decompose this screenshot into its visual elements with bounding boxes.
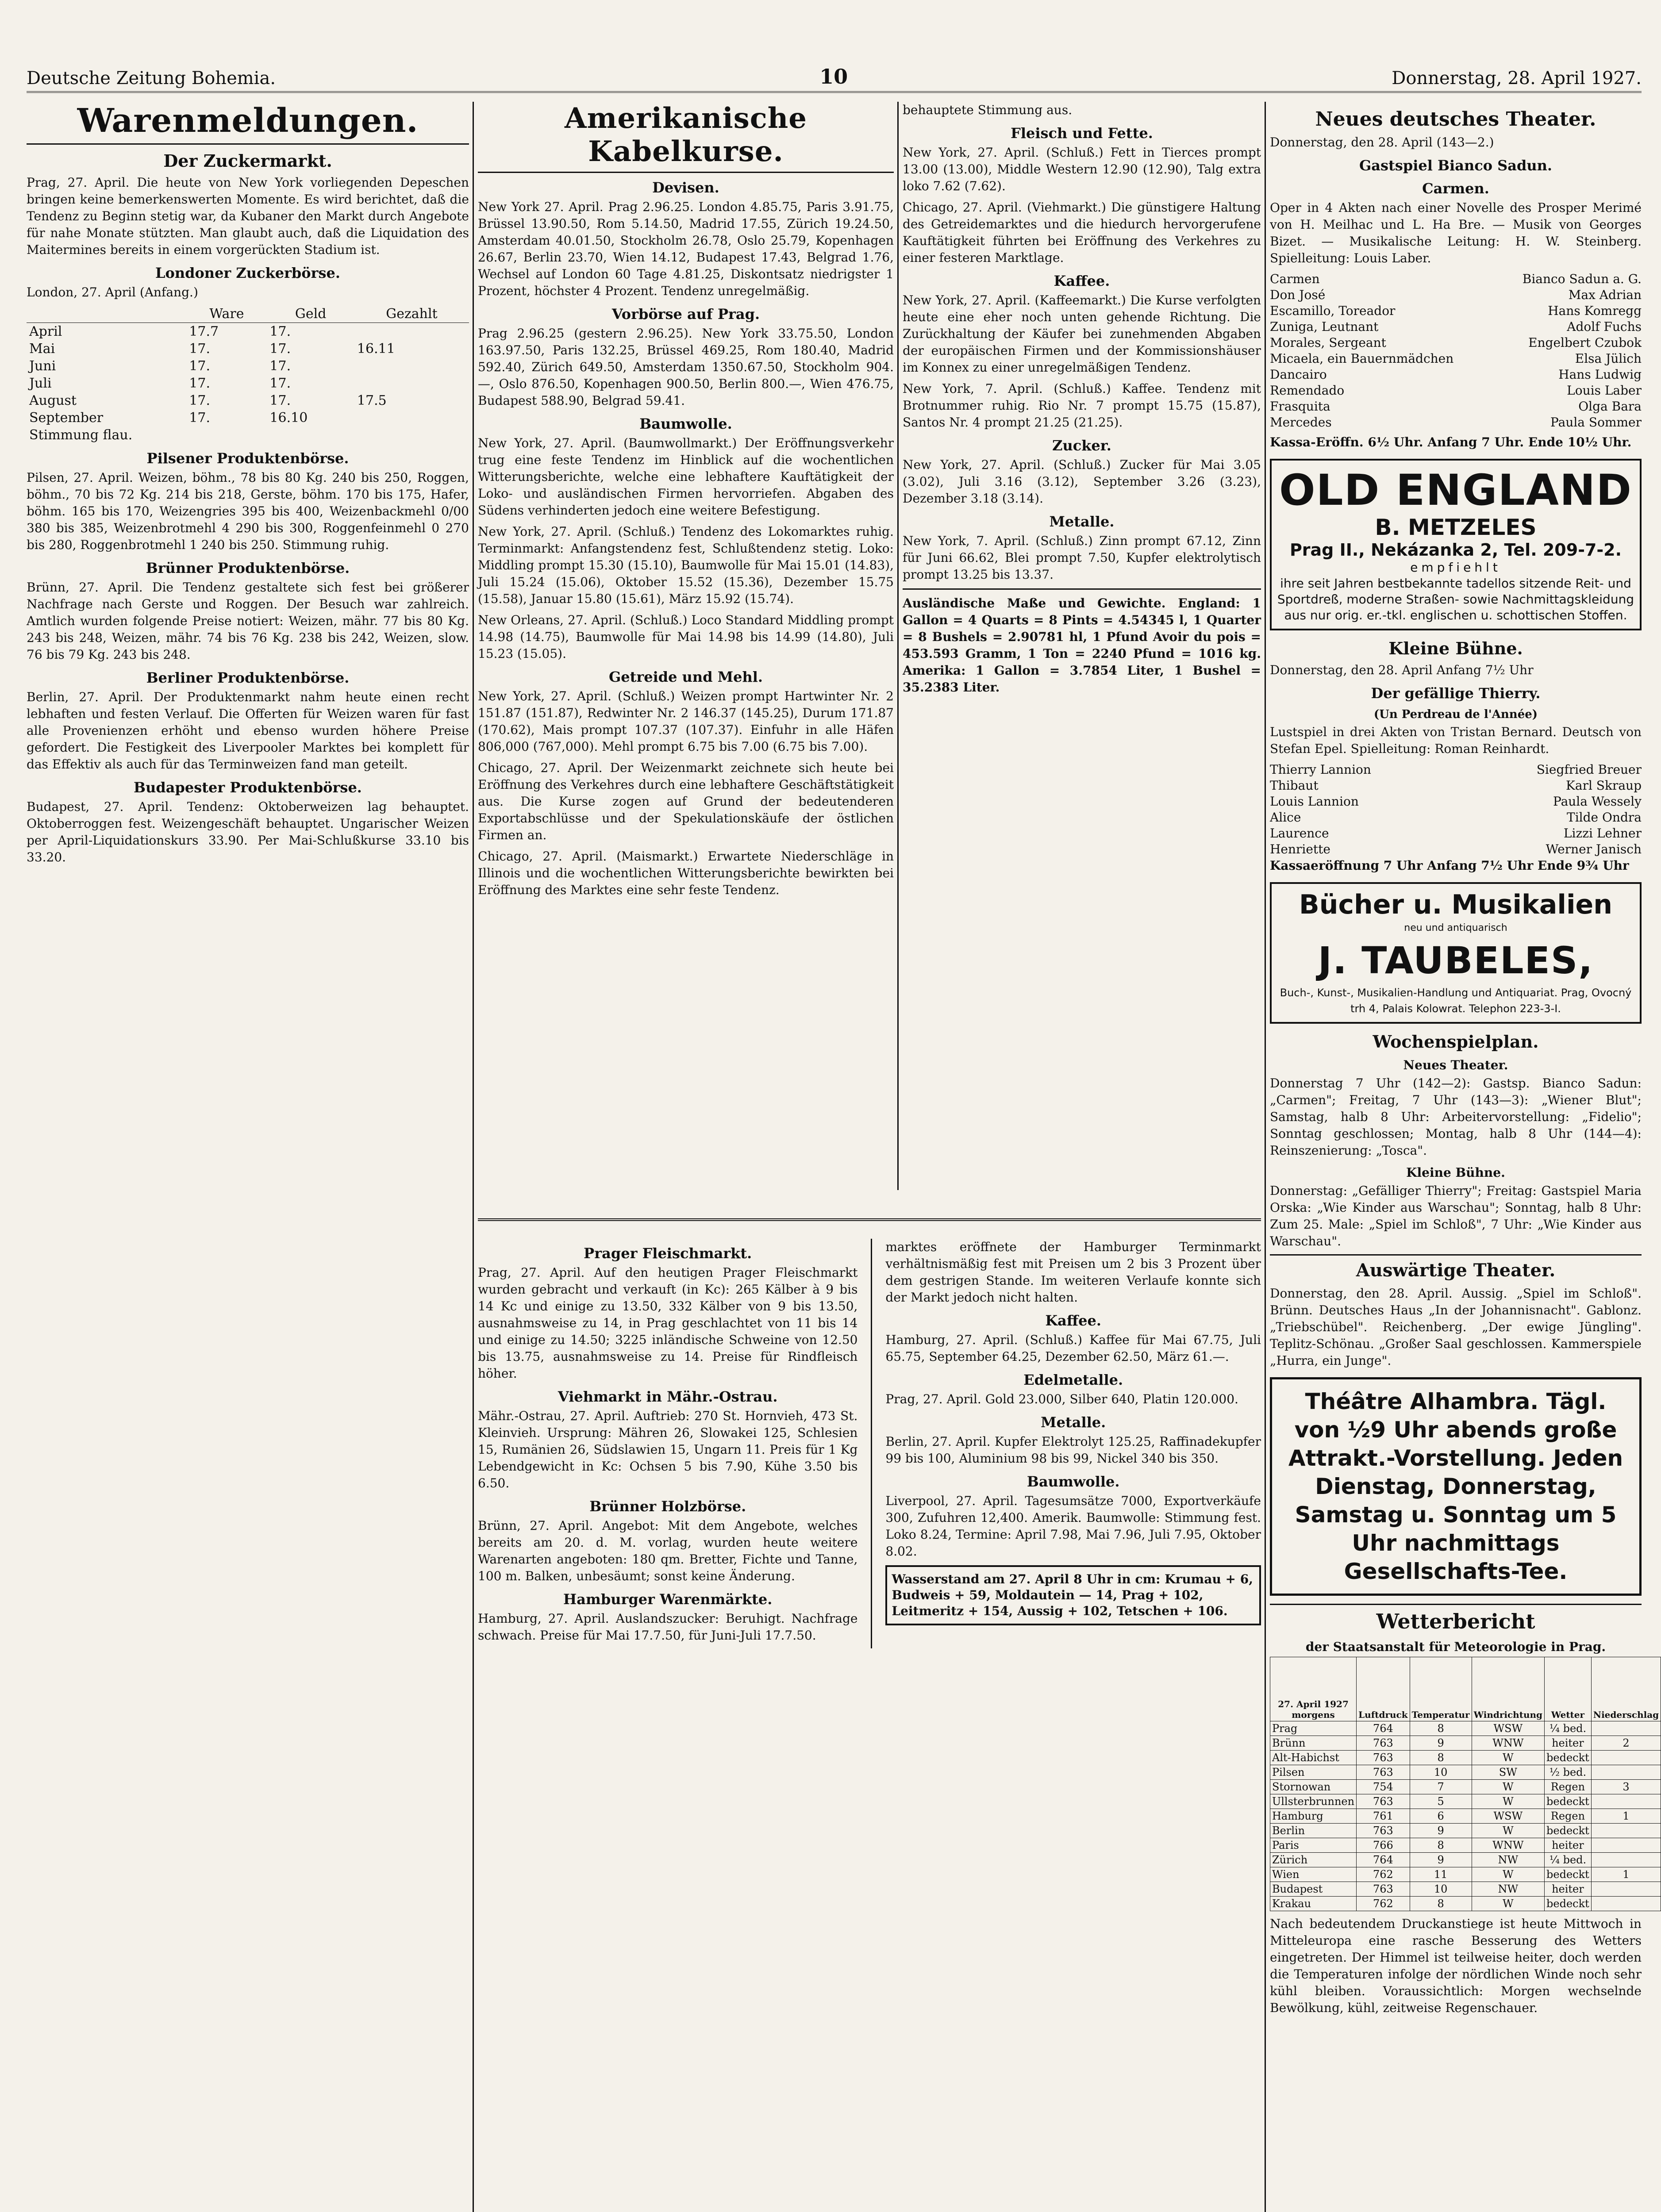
role: Thierry Lannion bbox=[1270, 762, 1371, 777]
table-cell: Juli bbox=[29, 376, 52, 391]
table-cell: 763 bbox=[1357, 1794, 1410, 1809]
article-text: Mähr.-Ostrau, 27. April. Auftrieb: 270 St. Hornvieh, 473 St. Kleinvieh. Ursprung: Mähren 26, Slowakei 125, Schlesien 15, Rumänien 26, Südslawien 15, Ungarn 11. Preis für 1 Kg Lebendgewicht in Kc: Ochsen 5 bis 7.90, Kühe 3.50 bis 6.50. bbox=[478, 1409, 858, 1490]
actor: Lizzi Lehner bbox=[1563, 826, 1642, 841]
table-cell bbox=[354, 357, 469, 375]
table-cell: 9 bbox=[1410, 1736, 1472, 1751]
article-text: Prag 2.96.25 (gestern 2.96.25). New York 33.75.50, London 163.97.50, Paris 132.25, Brüssel 469.25, Rom 180.40, Madrid 592.40, Zürich 649.50, Amsterdam 1350.67.50, Stockholm 904.—, Oslo 876.50, Kopenhagen 900.50, Berlin 800.—, Wien 476.75, Budapest 588.90, Belgrad 59.41. bbox=[478, 326, 894, 408]
table-cell: 1 bbox=[1591, 1809, 1661, 1824]
table-cell: W bbox=[1472, 1794, 1544, 1809]
table-cell: bedeckt bbox=[1545, 1794, 1592, 1809]
ad-text: ihre seit Jahren bestbekannte tadellos sitzende Reit- und Sportdreß, moderne Straßen- sowie Nachmittagskleidung aus nur orig. er.-tkl. englischen u. schottischen Stoffen. bbox=[1277, 576, 1634, 622]
table-cell: Paris bbox=[1270, 1838, 1357, 1853]
external-theater-title: Auswärtige Theater. bbox=[1270, 1254, 1642, 1281]
article-text: Berlin, 27. April. Kupfer Elektrolyt 125.25, Raffinadekupfer 99 bis 100, Aluminium 98 bis 99, Nickel 340 bis 350. bbox=[885, 1434, 1261, 1466]
table-cell bbox=[1591, 1751, 1661, 1765]
table-cell: 763 bbox=[1357, 1751, 1410, 1765]
cast-row bbox=[1270, 762, 1642, 778]
table-cell: 763 bbox=[1357, 1736, 1410, 1751]
subsection-title: Kaffee. bbox=[1045, 1312, 1102, 1329]
table-cell: Ullsterbrunnen bbox=[1270, 1794, 1357, 1809]
column-rule bbox=[897, 102, 899, 1190]
table-cell: Juni bbox=[29, 358, 56, 374]
table-cell: 16.11 bbox=[357, 341, 395, 357]
kb-play: Der gefällige Thierry. bbox=[1371, 685, 1541, 702]
table-cell: heiter bbox=[1545, 1882, 1592, 1897]
article-text: Donnerstag, den 28. April. Aussig. „Spiel im Schloß". Brünn. Deutsches Haus „In der Johannisnacht". Gablonz. „Triebschübel". Reichenberg. „Der ewige Jüngling". Teplitz-Schönau. „Großer Saal geschlossen. Kammerspiele „Hurra, ein Junge". bbox=[1270, 1286, 1642, 1368]
article-text: Prag, 27. April. Die heute von New York vorliegenden Depeschen bringen keine bemerkenswerten Momente. Es wird berichtet, daß die Tendenz zu Beginn stetig war, da Kubaner den Markt durch Angebote für nahe Monate stützten. Man glaubt auch, daß die Liquidation des Maitermines bereits in einem vorgerückten Stadium ist. bbox=[27, 175, 469, 257]
article-text: New York, 27. April. (Schluß.) Tendenz des Lokomarktes ruhig. Terminmarkt: Anfangstendenz fest, Schlußtendenz stetig. Loko: Middling prompt 15.30 (15.10), Baumwolle für Mai 15.01 (14.83), Juli 15.24 (15.06), Oktober 15.52 (15.36), Dezember 15.75 (15.58), Januar 15.80 (15.61), März 15.92 (15.74). bbox=[478, 524, 894, 606]
table-cell: 11 bbox=[1410, 1867, 1472, 1882]
ad-name: B. METZELES bbox=[1375, 515, 1537, 540]
kb-date: Donnerstag, den 28. April Anfang 7½ Uhr bbox=[1270, 663, 1534, 677]
table-cell: 17. bbox=[189, 376, 211, 391]
role: Carmen bbox=[1270, 272, 1320, 286]
table-cell: Budapest bbox=[1270, 1882, 1357, 1897]
table-cell bbox=[1591, 1838, 1661, 1853]
article-text: Chicago, 27. April. (Maismarkt.) Erwartete Niederschläge in Illinois und die wochentlichen Witterungsberichte bewirkten bei Eröffnung des Marktes eine sehr feste Tendenz. bbox=[478, 849, 894, 897]
table-row bbox=[27, 392, 469, 409]
table-row bbox=[27, 340, 469, 357]
subsection-title: Hamburger Warenmärkte. bbox=[563, 1591, 773, 1608]
article-text: Donnerstag: „Gefälliger Thierry"; Freitag: Gastspiel Maria Orska: „Wie Kinder aus Warschau"; Sonntag, halb 8 Uhr: Zum 25. Male: „Spiel im Schloß", 7 Uhr: „Wie Kinder aus Warschau". bbox=[1270, 1183, 1642, 1248]
table-cell: 763 bbox=[1357, 1765, 1410, 1780]
table-cell: August bbox=[29, 393, 77, 408]
role: Don José bbox=[1270, 288, 1326, 302]
section-title: Amerikanische Kabelkurse. bbox=[478, 102, 894, 173]
ad-name: J. TAUBELES, bbox=[1318, 939, 1594, 982]
actor: Paula Wessely bbox=[1553, 794, 1642, 809]
article-text: Prag, 27. April. Auf den heutigen Prager Fleischmarkt wurden gebracht und verkauft (in Kc): 265 Kälber à 9 bis 14 Kc und einige zu 13.50, 332 Kälber von 9 bis 13.50, ausnahmsweise zu 14, in Prag geschlachtet von 11 bis 14 und einige zu 14.50; 3225 inländische Schweine von 12.50 bis 13.75, ausnahmsweise zu 14. Preise für Rindfleisch höher. bbox=[478, 1265, 858, 1381]
role: Henriette bbox=[1270, 842, 1331, 856]
page-header bbox=[27, 62, 1642, 93]
table-row bbox=[27, 409, 469, 426]
table-cell: 10 bbox=[1410, 1882, 1472, 1897]
table-cell: 762 bbox=[1357, 1867, 1410, 1882]
article-text: New Orleans, 27. April. (Schluß.) Loco Standard Middling prompt 14.98 (14.75), Baumwolle für Mai 14.98 bis 14.99 (14.80), Juli 15.23 (15.05). bbox=[478, 613, 894, 661]
table-header: Ware bbox=[186, 305, 267, 323]
table-cell: 8 bbox=[1410, 1897, 1472, 1911]
table-cell: 764 bbox=[1357, 1853, 1410, 1867]
table-row bbox=[1270, 1736, 1661, 1751]
table-cell: 8 bbox=[1410, 1838, 1472, 1853]
actor: Elsa Jülich bbox=[1575, 351, 1642, 366]
actor: Engelbert Czubok bbox=[1528, 335, 1642, 350]
weekly-schedule-title: Wochenspielplan. bbox=[1373, 1032, 1539, 1052]
table-row bbox=[1270, 1780, 1661, 1794]
table-cell bbox=[1591, 1765, 1661, 1780]
table-header: Luftdruck bbox=[1357, 1657, 1410, 1721]
theater-play: Carmen. bbox=[1422, 180, 1489, 197]
actor: Paula Sommer bbox=[1550, 415, 1642, 430]
weather-subtitle: der Staatsanstalt für Meteorologie in Prag. bbox=[1305, 1640, 1606, 1654]
table-cell: 763 bbox=[1357, 1824, 1410, 1838]
ad-alhambra: Théâtre Alhambra. Tägl. von ½9 Uhr abends große Attrakt.-Vorstellung. Jeden Dienstag, Donnerstag, Samstag u. Sonntag um 5 Uhr nachmittags Gesellschafts-Tee. bbox=[1270, 1377, 1642, 1596]
table-cell: W bbox=[1472, 1824, 1544, 1838]
article-text: London, 27. April (Anfang.) bbox=[27, 285, 198, 300]
article-text: New York, 27. April. (Baumwollmarkt.) Der Eröffnungsverkehr trug eine feste Tendenz im Hinblick auf die wochentlichen Witterungsberichte, welche eine lebhaftere Kauftätigkeit der Loko- und ausländischen Firmen hervorriefen. Abgaben des Südens verhinderten jedoch eine weitere Befestigung. bbox=[478, 436, 894, 518]
table-header: Wetter bbox=[1545, 1657, 1592, 1721]
cast-row bbox=[1270, 826, 1642, 841]
article-text: Chicago, 27. April. Der Weizenmarkt zeichnete sich heute bei Eröffnung des Verkehres durch eine lebhaftere Geschäftstätigkeit aus. Die Kurse zogen auf Grund der bedeutenderen Exportabschlüsse und der Spekulationskäufe der östlichen Firmen an. bbox=[478, 760, 894, 842]
article-text: New York, 27. April. (Schluß.) Zucker für Mai 3.05 (3.02), Juli 3.16 (3.12), September 3.26 (3.23), Dezember 3.18 (3.14). bbox=[903, 457, 1261, 506]
ad-title: Bücher u. Musikalien bbox=[1299, 889, 1612, 920]
actor: Adolf Fuchs bbox=[1567, 319, 1642, 334]
article-text: New York 27. April. Prag 2.96.25. London 4.85.75, Paris 3.91.75, Brüssel 13.90.50, Rom 5.14.50, Madrid 17.55, Zürich 19.24.50, Amsterdam 40.01.50, Stockholm 26.78, Oslo 25.79, Kopenhagen 26.67, Berlin 23.70, Wien 14.12, Budapest 17.43, Belgrad 1.76, Wechsel auf London 60 Tage 4.81.25, Diskontsatz niedrigster 1 Prozent, höchster 4 Prozent. Tendenz unregelmäßig. bbox=[478, 200, 894, 298]
cast-row bbox=[1270, 303, 1642, 319]
table-cell: Prag bbox=[1270, 1721, 1357, 1736]
column-rule bbox=[473, 102, 474, 2212]
ad-taubeles bbox=[1270, 882, 1642, 1024]
table-cell: WNW bbox=[1472, 1736, 1544, 1751]
table-cell: Regen bbox=[1545, 1809, 1592, 1824]
table-cell: WSW bbox=[1472, 1809, 1544, 1824]
actor: Werner Janisch bbox=[1546, 842, 1642, 856]
table-header: Geld bbox=[267, 305, 354, 323]
table-row bbox=[27, 375, 469, 392]
table-cell: Hamburg bbox=[1270, 1809, 1357, 1824]
article-text: Hamburg, 27. April. (Schluß.) Kaffee für Mai 67.75, Juli 65.75, September 64.25, Dezember 62.50, März 61.—. bbox=[885, 1333, 1261, 1364]
article-text: marktes eröffnete der Hamburger Terminmarkt verhältnismäßig fest mit Preisen um 2 bis 3 Prozent über dem gestrigen Stande. Im weiteren Verlaufe konnte sich der Markt jedoch nicht halten. bbox=[885, 1240, 1261, 1305]
column-rule bbox=[1265, 102, 1266, 2212]
cast-list bbox=[1270, 271, 1642, 430]
actor: Bianco Sadun a. G. bbox=[1522, 272, 1642, 286]
role: Escamillo, Toreador bbox=[1270, 303, 1396, 318]
subsection-title: Prager Fleischmarkt. bbox=[584, 1245, 752, 1262]
subsection-title: Brünner Produktenbörse. bbox=[146, 560, 350, 576]
subsection-title: Devisen. bbox=[652, 179, 719, 196]
cast-row bbox=[1270, 810, 1642, 826]
cast-row bbox=[1270, 778, 1642, 794]
table-cell bbox=[1591, 1721, 1661, 1736]
cast-row bbox=[1270, 335, 1642, 351]
article-text: Brünn, 27. April. Angebot: Mit dem Angebote, welches bereits am 20. d. M. vorlag, wurden heute weitere Warenarten angeboten: 180 qm. Bretter, Fichte und Tanne, 100 m. Balken, unbesäumt; sonst keine Änderung. bbox=[478, 1518, 858, 1583]
article-text: behauptete Stimmung aus. bbox=[903, 103, 1073, 117]
table-cell: WSW bbox=[1472, 1721, 1544, 1736]
column-rule bbox=[871, 1239, 872, 1648]
cast-row bbox=[1270, 367, 1642, 383]
subsection-title: Berliner Produktenbörse. bbox=[146, 669, 350, 686]
table-cell bbox=[1591, 1794, 1661, 1809]
divider bbox=[903, 588, 1261, 590]
ad-address: Prag II., Nekázanka 2, Tel. 209-7-2. bbox=[1289, 540, 1622, 560]
table-cell: ¼ bed. bbox=[1545, 1721, 1592, 1736]
table-cell: NW bbox=[1472, 1882, 1544, 1897]
role: Micaela, ein Bauernmädchen bbox=[1270, 351, 1454, 366]
table-cell: ½ bed. bbox=[1545, 1765, 1592, 1780]
article-text: Prag, 27. April. Gold 23.000, Silber 640, Platin 120.000. bbox=[885, 1392, 1238, 1406]
table-header: Gezahlt bbox=[354, 305, 469, 323]
article-text: Ausländische Maße und Gewichte. England: 1 Gallon = 4 Quarts = 8 Pints = 4.54345 l, 1 Quarter = 8 Bushels = 2.90781 hl, 1 Pfund Avoir du pois = 453.593 Gramm, 1 Ton = 2240 Pfund = 1016 kg. Amerika: 1 Gallon = 3.7854 Liter, 1 Bushel = 35.2383 Liter. bbox=[903, 596, 1261, 695]
table-cell bbox=[354, 409, 469, 426]
role: Frasquita bbox=[1270, 399, 1330, 414]
table-cell: 17. bbox=[189, 341, 211, 357]
table-row bbox=[1270, 1824, 1661, 1838]
cast-row bbox=[1270, 271, 1642, 287]
article-text: Liverpool, 27. April. Tagesumsätze 7000, Exportverkäufe 300, Zufuhren 12,400. Amerik. Baumwolle: Stimmung fest. Loko 8.24, Termine: April 7.98, Mai 7.96, Juli 7.95, Oktober 8.02. bbox=[885, 1494, 1261, 1559]
article-text: New York, 27. April. (Schluß.) Fett in Tierces prompt 13.00 (13.00), Middle Western 12.90 (12.90), Talg extra loko 7.62 (7.62). bbox=[903, 145, 1261, 193]
table-cell: 8 bbox=[1410, 1721, 1472, 1736]
actor: Hans Komregg bbox=[1548, 303, 1642, 318]
table-cell: W bbox=[1472, 1867, 1544, 1882]
table-cell: 766 bbox=[1357, 1838, 1410, 1853]
table-cell: 17. bbox=[189, 393, 211, 408]
subsection-title: Baumwolle. bbox=[639, 415, 732, 432]
article-text: New York, 27. April. (Schluß.) Weizen prompt Hartwinter Nr. 2 151.87 (151.87), Redwinter Nr. 2 146.37 (145.25), Durum 171.87 (170.62), Mais prompt 107.37 (107.37). Einfuhr in alle Häfen 806,000 (767,000). Mehl prompt 6.75 bis 7.00 (6.75 bis 7.00). bbox=[478, 689, 894, 754]
ad-subtitle: neu und antiquarisch bbox=[1404, 922, 1507, 933]
cast-row bbox=[1270, 351, 1642, 367]
table-cell: Stimmung flau. bbox=[29, 427, 133, 443]
table-cell: 2 bbox=[1591, 1736, 1661, 1751]
table-cell bbox=[1591, 1897, 1661, 1911]
cast-row bbox=[1270, 794, 1642, 810]
table-row bbox=[1270, 1853, 1661, 1867]
article-text: Hamburg, 27. April. Auslandszucker: Beruhigt. Nachfrage schwach. Preise für Mai 17.7.50, für Juni-Juli 17.7.50. bbox=[478, 1611, 858, 1643]
article-text: New York, 7. April. (Schluß.) Zinn prompt 67.12, Zinn für Juni 66.62, Blei prompt 7.50, Kupfer elektrolytisch prompt 13.25 bis 13.37. bbox=[903, 534, 1261, 582]
actor: Karl Skraup bbox=[1565, 778, 1642, 793]
table-cell: 1 bbox=[1591, 1867, 1661, 1882]
weather-table bbox=[1270, 1657, 1661, 1911]
table-cell: W bbox=[1472, 1751, 1544, 1765]
actor: Olga Bara bbox=[1578, 399, 1642, 414]
table-cell: Stornowan bbox=[1270, 1780, 1357, 1794]
header-paper-name: Deutsche Zeitung Bohemia. bbox=[27, 68, 276, 88]
table-cell: WNW bbox=[1472, 1838, 1544, 1853]
subsection-title: Baumwolle. bbox=[1027, 1473, 1120, 1490]
table-cell: Alt-Habichst bbox=[1270, 1751, 1357, 1765]
table-row bbox=[1270, 1751, 1661, 1765]
actor: Siegfried Breuer bbox=[1536, 762, 1642, 777]
table-row bbox=[1270, 1721, 1661, 1736]
theater-times: Kassa-Eröffn. 6½ Uhr. Anfang 7 Uhr. Ende 10½ Uhr. bbox=[1270, 435, 1632, 449]
section-title: Warenmeldungen. bbox=[27, 102, 469, 145]
table-cell bbox=[1591, 1882, 1661, 1897]
subsection-title: Pilsener Produktenbörse. bbox=[146, 450, 349, 467]
table-cell: 9 bbox=[1410, 1824, 1472, 1838]
subsection-title: Edelmetalle. bbox=[1023, 1371, 1123, 1388]
subsection-title: Londoner Zuckerbörse. bbox=[155, 265, 341, 281]
table-cell: bedeckt bbox=[1545, 1824, 1592, 1838]
table-cell: NW bbox=[1472, 1853, 1544, 1867]
ad-recommends: empfiehlt bbox=[1410, 560, 1501, 575]
theater-date: Donnerstag, den 28. April (143—2.) bbox=[1270, 135, 1494, 150]
subsection-title: Kaffee. bbox=[1054, 273, 1110, 289]
role: Remendado bbox=[1270, 383, 1345, 398]
theater-guest: Gastspiel Bianco Sadun. bbox=[1359, 157, 1553, 174]
cast-row bbox=[1270, 383, 1642, 399]
table-row bbox=[27, 426, 469, 444]
table-cell: SW bbox=[1472, 1765, 1544, 1780]
column-markets bbox=[903, 102, 1261, 1190]
table-cell bbox=[354, 375, 469, 392]
table-row bbox=[27, 357, 469, 375]
subsection-title: Neues Theater. bbox=[1403, 1058, 1508, 1072]
table-cell: W bbox=[1472, 1897, 1544, 1911]
weather-title: Wetterbericht bbox=[1270, 1604, 1642, 1633]
kb-times: Kassaeröffnung 7 Uhr Anfang 7½ Uhr Ende 9¾ Uhr bbox=[1270, 858, 1629, 873]
kb-subtitle: (Un Perdreau de l'Année) bbox=[1373, 708, 1538, 721]
table-cell bbox=[1591, 1853, 1661, 1867]
ad-old-england bbox=[1270, 459, 1642, 630]
table-cell: 761 bbox=[1357, 1809, 1410, 1824]
table-cell: bedeckt bbox=[1545, 1751, 1592, 1765]
table-cell: April bbox=[29, 324, 62, 339]
ad-description: Buch-, Kunst-, Musikalien-Handlung und Antiquariat. Prag, Ovocný trh 4, Palais Kolowrat. Telephon 223-3-I. bbox=[1280, 987, 1632, 1015]
table-cell: 17. bbox=[269, 358, 291, 374]
cast-row bbox=[1270, 399, 1642, 415]
table-row bbox=[1270, 1838, 1661, 1853]
article-text: New York, 7. April. (Schluß.) Kaffee. Tendenz mit Brotnummer ruhig. Rio Nr. 7 prompt 15.75 (15.87), Santos Nr. 4 prompt 21.25 (21.25). bbox=[903, 381, 1261, 430]
article-text: Budapest, 27. April. Tendenz: Oktoberweizen lag behauptet. Oktoberroggen fest. Weizengeschäft behauptet. Ungarischer Weizen per April-Liquidationskurs 33.90. Per Mai-Schlußkurse 33.10 bis 33.20. bbox=[27, 799, 469, 864]
role: Zuniga, Leutnant bbox=[1270, 319, 1379, 334]
table-header: Windrichtung bbox=[1472, 1657, 1544, 1721]
header-date: Donnerstag, 28. April 1927. bbox=[1392, 68, 1642, 88]
cast-row bbox=[1270, 287, 1642, 303]
theater-description: Oper in 4 Akten nach einer Novelle des Prosper Merimé von H. Meilhac und L. Ha Bre. — Musik von Georges Bizet. — Musikalische Leitung: H. W. Steinberg. Spielleitung: Louis Laber. bbox=[1270, 200, 1642, 265]
table-cell: 8 bbox=[1410, 1751, 1472, 1765]
table-cell: heiter bbox=[1545, 1838, 1592, 1853]
table-cell: 7 bbox=[1410, 1780, 1472, 1794]
table-cell: 754 bbox=[1357, 1780, 1410, 1794]
table-cell: 16.10 bbox=[269, 410, 308, 426]
table-cell: Pilsen bbox=[1270, 1765, 1357, 1780]
table-cell: 17.7 bbox=[189, 324, 219, 339]
table-cell: bedeckt bbox=[1545, 1867, 1592, 1882]
lower-left-column bbox=[478, 1239, 857, 1648]
table-cell: Brünn bbox=[1270, 1736, 1357, 1751]
table-row bbox=[1270, 1765, 1661, 1780]
role: Mercedes bbox=[1270, 415, 1332, 430]
role: Louis Lannion bbox=[1270, 794, 1359, 809]
table-cell: September bbox=[29, 410, 104, 426]
role: Laurence bbox=[1270, 826, 1329, 841]
column-theater-ads bbox=[1270, 102, 1659, 2212]
article-text: Berlin, 27. April. Der Produktenmarkt nahm heute einen recht lebhaften und festen Verlauf. Die Offerten für Weizen waren für fast alle Provenienzen erhöht und ebenso wurden höhere Preise gefordert. Die Festigkeit des Liverpooler Marktes bei komplett für das Effektiv als auch für das Terminweizen fand man geteilt. bbox=[27, 690, 469, 772]
table-row bbox=[1270, 1794, 1661, 1809]
subsection-title: Getreide und Mehl. bbox=[608, 668, 763, 685]
table-cell: 17. bbox=[269, 393, 291, 408]
table-cell: Zürich bbox=[1270, 1853, 1357, 1867]
table-cell bbox=[1591, 1824, 1661, 1838]
table-cell: W bbox=[1472, 1780, 1544, 1794]
table-row bbox=[27, 323, 469, 341]
table-cell: 764 bbox=[1357, 1721, 1410, 1736]
subsection-title: Kleine Bühne. bbox=[1406, 1165, 1505, 1180]
subsection-title: Zucker. bbox=[1052, 437, 1111, 454]
role: Morales, Sergeant bbox=[1270, 335, 1386, 350]
subsection-title: Metalle. bbox=[1049, 513, 1115, 530]
role: Alice bbox=[1270, 810, 1301, 825]
subsection-title: Fleisch und Fette. bbox=[1011, 125, 1153, 142]
column-kabelkurse bbox=[478, 102, 894, 1190]
table-row bbox=[1270, 1897, 1661, 1911]
table-cell: 6 bbox=[1410, 1809, 1472, 1824]
actor: Max Adrian bbox=[1568, 288, 1642, 302]
table-cell: Wien bbox=[1270, 1867, 1357, 1882]
water-level-box: Wasserstand am 27. April 8 Uhr in cm: Krumau + 6, Budweis + 59, Moldautein — 14, Prag + 102, Leitmeritz + 154, Aussig + 102, Tetschen + 106. bbox=[885, 1565, 1261, 1625]
kleine-buehne-title: Kleine Bühne. bbox=[1388, 638, 1523, 658]
table-header: Temperatur bbox=[1410, 1657, 1472, 1721]
table-header: Niederschlag bbox=[1591, 1657, 1661, 1721]
table-cell: ¼ bed. bbox=[1545, 1853, 1592, 1867]
role: Thibaut bbox=[1270, 778, 1319, 793]
table-cell: 17. bbox=[269, 376, 291, 391]
table-cell: 17. bbox=[189, 410, 211, 426]
table-cell: Krakau bbox=[1270, 1897, 1357, 1911]
actor: Tilde Ondra bbox=[1567, 810, 1642, 825]
table-cell: 17. bbox=[189, 358, 211, 374]
weather-text: Nach bedeutendem Druckanstiege ist heute Mittwoch in Mitteleuropa eine rasche Besserung des Wetters eingetreten. Der Himmel ist teilweise heiter, doch werden die Temperaturen infolge der nördlichen Winde noch sehr kühl bleiben. Voraussichtlich: Morgen wechselnde Bewölkung, kühl, zeitweise Regenschauer. bbox=[1270, 1916, 1642, 2015]
table-header bbox=[27, 305, 186, 323]
actor: Louis Laber bbox=[1567, 383, 1642, 398]
subsection-title: Budapester Produktenbörse. bbox=[134, 779, 362, 796]
kb-cast-list bbox=[1270, 762, 1642, 857]
table-cell: bedeckt bbox=[1545, 1897, 1592, 1911]
table-cell: 3 bbox=[1591, 1780, 1661, 1794]
table-cell: Regen bbox=[1545, 1780, 1592, 1794]
subsection-title: Vorbörse auf Prag. bbox=[611, 306, 760, 323]
header-page-number: 10 bbox=[819, 65, 848, 88]
ad-title: OLD ENGLAND bbox=[1279, 465, 1633, 515]
column-warenmeldungen bbox=[27, 102, 469, 2212]
table-cell: heiter bbox=[1545, 1736, 1592, 1751]
article-text: Pilsen, 27. April. Weizen, böhm., 78 bis 80 Kg. 240 bis 250, Roggen, böhm., 70 bis 72 Kg. 214 bis 218, Gerste, böhm. 170 bis 175, Hafer, böhm. 165 bis 170, Weizengries 395 bis 400, Weizenbackmehl 0/00 380 bis 385, Weizenbrotmehl 4 290 bis 300, Roggenfeinmehl 0 270 bis 280, Roggenbrotmehl 1 240 bis 250. Stimmung ruhig. bbox=[27, 470, 469, 552]
section-divider bbox=[478, 1218, 1261, 1221]
table-cell: 763 bbox=[1357, 1882, 1410, 1897]
table-cell: 17. bbox=[269, 341, 291, 357]
theater-title: Neues deutsches Theater. bbox=[1315, 108, 1596, 131]
article-text: Donnerstag 7 Uhr (142—2): Gastsp. Bianco Sadun: „Carmen"; Freitag, 7 Uhr (143—3): „Wiener Blut"; Samstag, halb 8 Uhr: Arbeitervorstellung: „Fidelio"; Sonntag geschlossen; Montag, halb 8 Uhr (144—4): Reinszenierung: „Tosca". bbox=[1270, 1076, 1642, 1158]
subsection-title: Viehmarkt in Mähr.-Ostrau. bbox=[558, 1388, 778, 1405]
table-row bbox=[1270, 1867, 1661, 1882]
cast-row bbox=[1270, 841, 1642, 857]
table-cell: 5 bbox=[1410, 1794, 1472, 1809]
subsection-title: Der Zuckermarkt. bbox=[163, 151, 332, 171]
actor: Hans Ludwig bbox=[1558, 367, 1642, 382]
table-cell: 10 bbox=[1410, 1765, 1472, 1780]
newspaper-page bbox=[27, 62, 1659, 2212]
table-cell: 17. bbox=[269, 324, 291, 339]
table-cell bbox=[354, 323, 469, 341]
table-header: 27. April 1927 morgens bbox=[1270, 1657, 1357, 1721]
article-text: Brünn, 27. April. Die Tendenz gestaltete sich fest bei größerer Nachfrage nach Gerste und Roggen. Der Besuch war zahlreich. Amtlich wurden folgende Preise notiert: Weizen, mähr. 77 bis 80 Kg. 243 bis 248, Weizen, mähr. 74 bis 76 Kg. 238 bis 242, Weizen, slow. 76 bis 79 Kg. 243 bis 248. bbox=[27, 580, 469, 662]
subsection-title: Metalle. bbox=[1041, 1414, 1106, 1431]
table-cell: 17.5 bbox=[357, 393, 387, 408]
table-cell: Mai bbox=[29, 341, 55, 357]
article-text: New York, 27. April. (Kaffeemarkt.) Die Kurse verfolgten heute eine eher noch unten gehende Richtung. Die Zurückhaltung der Käufer bei zunehmenden Abgaben der europäischen Firmen und der Kommissionshäuser im Konnex zu einer unregelmäßigen Tendenz. bbox=[903, 293, 1261, 375]
table-cell: 9 bbox=[1410, 1853, 1472, 1867]
lower-right-column bbox=[885, 1239, 1261, 1648]
article-text: Chicago, 27. April. (Viehmarkt.) Die günstigere Haltung des Getreidemarktes und die hiedurch hervorgerufene Kauftätigkeit führten bei Eröffnung des Verkehres zu einer festeren Marktlage. bbox=[903, 200, 1261, 265]
table-row bbox=[1270, 1882, 1661, 1897]
lower-market-section bbox=[478, 1239, 1261, 2212]
cast-row bbox=[1270, 415, 1642, 430]
table-cell: Berlin bbox=[1270, 1824, 1357, 1838]
sugar-prices-table bbox=[27, 305, 469, 444]
role: Dancairo bbox=[1270, 367, 1327, 382]
subsection-title: Brünner Holzbörse. bbox=[589, 1498, 746, 1515]
kb-description: Lustspiel in drei Akten von Tristan Bernard. Deutsch von Stefan Epel. Spielleitung: Roman Reinhardt. bbox=[1270, 725, 1642, 756]
cast-row bbox=[1270, 319, 1642, 335]
table-cell: 762 bbox=[1357, 1897, 1410, 1911]
table-row bbox=[1270, 1809, 1661, 1824]
